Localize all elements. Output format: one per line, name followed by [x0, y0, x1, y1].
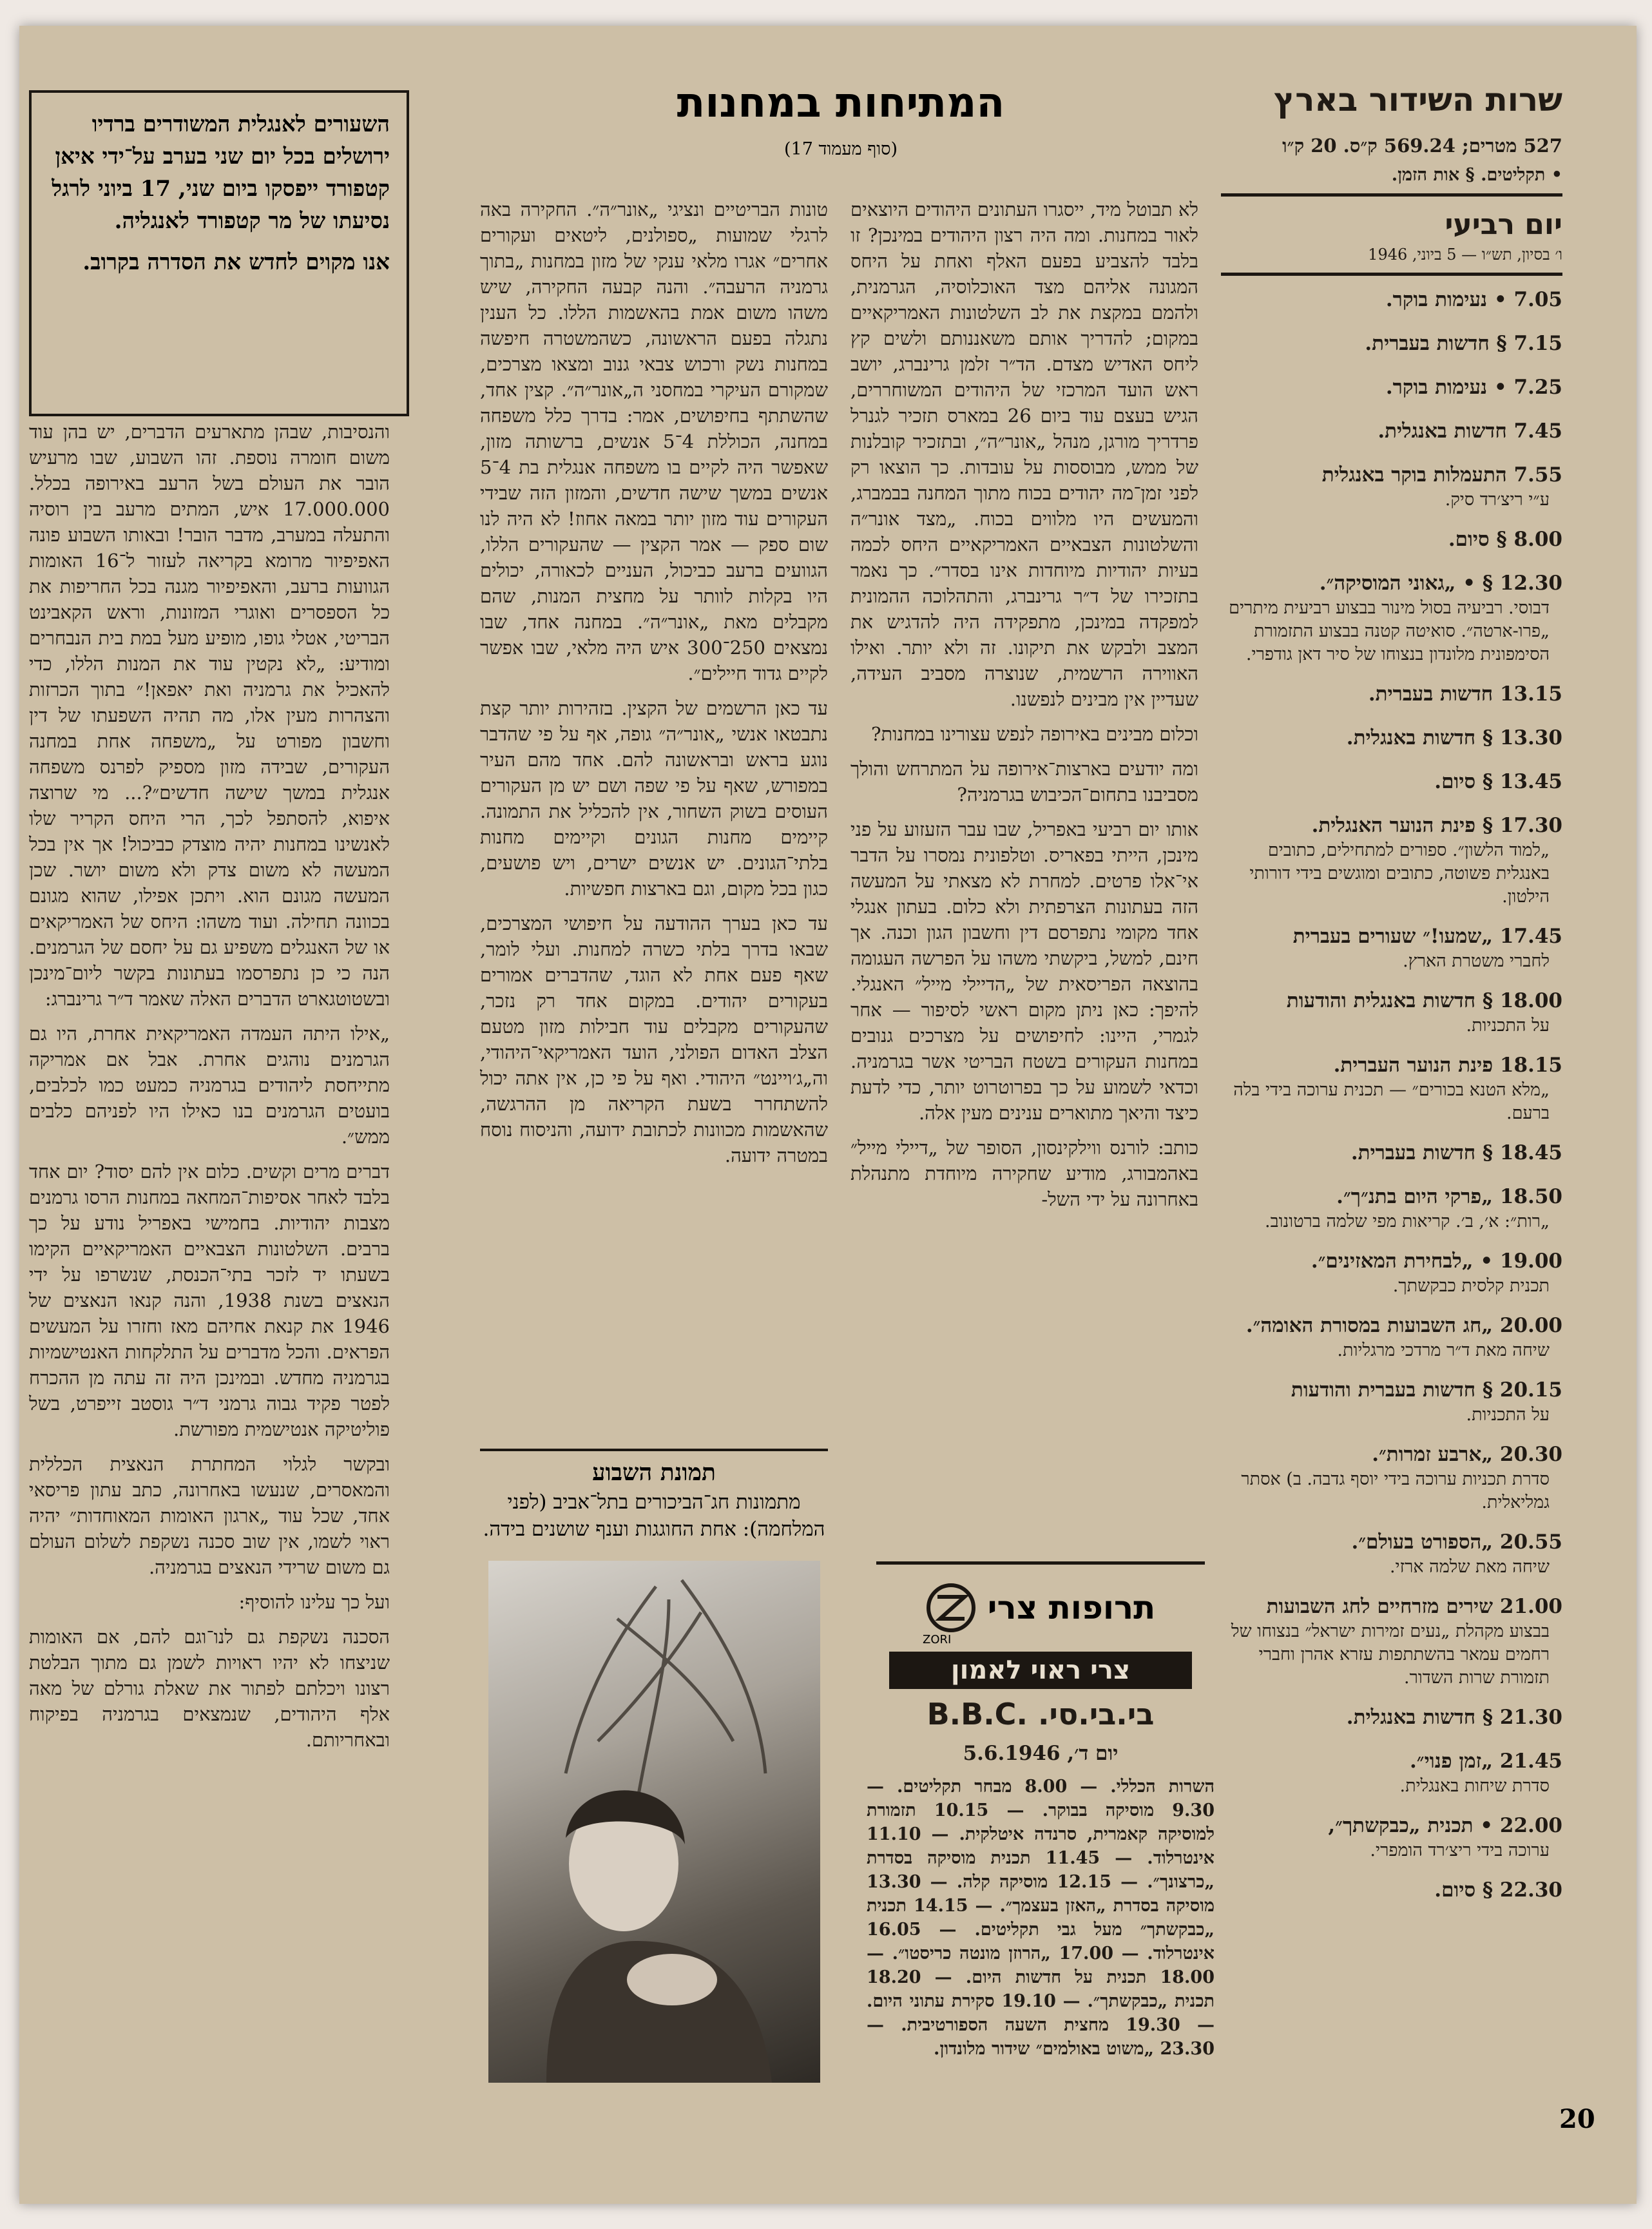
schedule-item-description: שיחה מאת ד״ר מרדכי מרגליות. [1337, 1340, 1550, 1360]
schedule-item-time-title: 18.15 פינת הנוער העברית. [1333, 1054, 1562, 1077]
notice-box [29, 90, 409, 416]
schedule-item [1221, 1183, 1562, 1233]
bbc-title: בי.בי.סי. .B.B.C [927, 1697, 1155, 1732]
schedule-item-time-title: 21.30 § חדשות באנגלית. [1346, 1706, 1562, 1729]
schedule-item-time-title: 8.00 § סיום. [1448, 528, 1562, 551]
schedule-item-time-title: 17.30 § פינת הנוער האנגלית. [1311, 814, 1562, 837]
schedule-item [1221, 286, 1562, 313]
schedule-item [1221, 374, 1562, 401]
day-date: ו׳ בסיון, תש״ו — 5 ביוני, 1946 [1368, 246, 1562, 264]
article-paragraph: טונות הבריטיים ונציגי „אונר״ה״. החקירה באה לרגלי שמועות „ספולנים, ליטאים ועקורים אחרים״ אגרו מלאי ענקי של מזון במחנות „בתוך גרמניה הרעבה״. והנה קבעה החקירה, שיש משהו משום אמת בהאשמות הללו. כל הענין נתגלה בפעם הראשונה, כשהמשטרה חיפשה במחנות נשק ורכוש צבאי גנוב ומצאו מצרכים, שמקורם העיקרי במחסני ה„אונר״ה״. קצין אחד, שהשתתף בחיפושים, אמר: בדרך כלל משפחה במחנה, הכוללת 4־5 אנשים, ברשותה מזון, שאפשר היה לקיים בו משפחה אנגלית בת 4־5 אנשים במשך שישה חדשים, והמזון הזה שבידי העקורים עוד מזון יותר במאה אחוז! לא היה לנו שום ספק — אמר הקצין — שהעקורים הללו, הגוועים ברעב כביכול, העניים לכאורה, יכולים היו בקלות לוותר על מחצית המנות, שהם מקבלים מאת „אונר״ה״. במחנה אחד, שבו נמצאים 250־300 איש היה מלאי, שבו אפשר לקיים גדוד חיילים״. [480, 198, 828, 684]
schedule-item-description: ערוכה בידי ריצ׳רד הומפרי. [1370, 1840, 1550, 1860]
article-paragraph: ועל כך עלינו להוסיף: [238, 1591, 390, 1613]
schedule-item-description: ע״י ריצ׳רד סיק. [1445, 490, 1550, 510]
schedule-item-time-title: 7.05 • נעימות בוקר. [1385, 288, 1562, 311]
schedule-item [1221, 923, 1562, 973]
schedule-item [1221, 1748, 1562, 1798]
schedule-item [1221, 1376, 1562, 1427]
schedule-item-time-title: 19.00 • „לבחירת המאזינים״. [1311, 1250, 1562, 1273]
schedule-item [1221, 1248, 1562, 1298]
schedule-item-time-title: 13.15 חדשות בעברית. [1368, 682, 1562, 706]
photo-title: תמונת השבוע [592, 1459, 716, 1486]
bbc-date: יום ד׳, 5.6.1946 [963, 1742, 1119, 1765]
schedule-item-time-title: 20.30 „ארבע זמרות״. [1372, 1443, 1562, 1466]
schedule-item [1221, 1441, 1562, 1514]
schedule-item-time-title: 18.00 § חדשות באנגלית והודעות [1286, 989, 1562, 1012]
ad-brand: תרופות צרי [987, 1589, 1156, 1626]
article-column-c [29, 419, 390, 2185]
schedule-item [1221, 1704, 1562, 1731]
schedule-item [1221, 418, 1562, 445]
schedule-item-description: „מלא הטנא בכורים״ — תכנית ערוכה בידי בלה ברעם. [1233, 1080, 1550, 1123]
schedule-item-description: סדרת תכניות ערוכה בידי יוסף גדבה. ב) אסתר גמליאלית. [1241, 1469, 1550, 1512]
schedule-list [1221, 286, 1562, 1904]
schedule-item-description: בבצוע מקהלת „נעים זמירות ישראל״ בנצוחו של רחמים עמאר בהשתתפות עזרא אהרן וחברי תזמורת שרות השדור. [1231, 1621, 1550, 1688]
divider [480, 1449, 828, 1451]
schedule-item-time-title: 7.55 התעמלות בוקר באנגלית [1321, 463, 1562, 487]
schedule-item [1221, 1593, 1562, 1690]
photo-section [480, 1443, 828, 2191]
page-number: 20 [1559, 2104, 1595, 2134]
ad-slogan-box [889, 1652, 1192, 1689]
schedule-item [1221, 461, 1562, 512]
schedule-item-description: שיחה מאת שלמה ארזי. [1389, 1557, 1550, 1577]
schedule-item [1221, 1812, 1562, 1862]
photo-illustration [488, 1561, 820, 2083]
continued-note: (סוף מעמוד 17) [783, 139, 898, 159]
broadcast-legend: • תקליטים. § אות הזמן. [1391, 165, 1562, 185]
article-column-a [850, 197, 1198, 1537]
schedule-item [1221, 680, 1562, 708]
schedule-item-time-title: 20.15 § חדשות בעברית והודעות [1291, 1378, 1562, 1402]
broadcast-title: שרות השידור בארץ [1274, 81, 1562, 119]
schedule-item-description: לחברי משטרת הארץ. [1403, 951, 1550, 971]
divider [1221, 273, 1562, 276]
article-paragraph: עד כאן הרשמים של הקצין. בזהירות יותר קצת נתבטאו אנשי „אונר״ה״ גופה, אף על פי שהדבר נוגע בראש ובראשונה להם. אחד מהם העיר במפורש, שאף על פי שפה ושם יש מן העקורים העוסים בשוק השחור, אין להכליל את התמונה. קיימים מחנות הגונים וקיימים מחנות בלתי־הגונים. יש אנשים ישרים, ויש פושעים, כגון בכל מקום, וגם בארצות חפשיות. [480, 697, 828, 900]
article-paragraph: דברים מרים וקשים. כלום אין להם יסוד? יום אחד בלבד לאחר אסיפות־המחאה במחנות הרסו גרמנים מצבות יהודיות. בחמישי באפריל נודע על כך ברבים. השלטונות הצבאיים האמריקאיים הקימו בשעתו יד לזכר בתי־הכנסת, שנשרפו על ידי הנאצים בשנת 1938, והנה קנאו הנאצים של 1946 את קנאת אחיהם מאז וחזרו על המעשים הפראים. והכל מדברים על התלקחות האנטישמיות בגרמניה מחדש. ובמינכן היה זה עתה מן ההכרח לפטר פקיד גבוה גרמני ד״ר גוסטב זייפרט, בשל פוליטיקה אנטישמית מפורשת. [29, 1161, 390, 1440]
schedule-item-time-title: 13.30 § חדשות באנגלית. [1346, 726, 1562, 749]
schedule-item [1221, 1139, 1562, 1166]
schedule-item [1221, 812, 1562, 909]
schedule-item [1221, 570, 1562, 666]
schedule-item-description: דבוסי. רביעיה בסול מינור בבצוע רביעית מיתרים „פרו-ארטה״. סואיטה קטנה בבצוע התזמורת הסימפונית מלונדון בנצוחו של סיר דאן גודפרי. [1229, 598, 1550, 664]
schedule-item-description: סדרת שיחות באנגלית. [1399, 1776, 1550, 1796]
schedule-item-description: על התכניות. [1466, 1016, 1550, 1036]
ad-logo-text: ZORI [923, 1633, 952, 1646]
newspaper-page [19, 26, 1637, 2204]
schedule-item-description: על התכניות. [1466, 1405, 1550, 1425]
schedule-item-time-title: 18.45 § חדשות בעברית. [1350, 1141, 1562, 1164]
bbc-text: השרות הכללי. — 8.00 מבחר תקליטים. — 9.30 מוסיקה בבוקר. — 10.15 תזמורת למוסיקה קאמרית, סרנדה איטלקית. — 11.10 אינטרלוד. — 11.45 תכנית מוסיקה בסדרת „כרצונך״. — 12.15 מוסיקה קלה. — 13.30 מוסיקה בסדרת „האזן בעצמך״. — 14.15 תכנית „כבקשתך״ מעל גבי תקליטים. — 16.05 אינטרלוד. — 17.00 „הרוזן מונטה כריסטו״. — 18.00 תכנית על חדשות היום. — 18.20 תכנית „כבקשתך״. — 19.10 סקירת עתוני היום. — 19.30 מחצית השעה הספורטיבית. — 23.30 „משוט באולמים״ שידור מלונדון. [867, 1777, 1215, 2059]
notice-text: השעורים לאנגלית המשודרים ברדיו ירושלים בכל יום שני בערב על־ידי איאן קטפורד ייפסקו ביום שני, 17 ביוני לרגל נסיעתו של מר קטפורד לאנגליה. [52, 111, 390, 234]
schedule-item-time-title: 7.25 • נעימות בוקר. [1385, 376, 1562, 399]
schedule-item-description: „רות״: א׳, ב׳. קריאות מפי שלמה ברטונוב. [1265, 1211, 1550, 1231]
schedule-item [1221, 724, 1562, 751]
schedule-item-time-title: 22.00 • תכנית „כבקשתך״, [1328, 1814, 1562, 1837]
schedule-item [1221, 1529, 1562, 1579]
article-header [477, 77, 1205, 168]
schedule-item-time-title: 18.50 „פרקי היום בתנ״ך״. [1336, 1185, 1562, 1208]
festival-photo [488, 1561, 820, 2083]
schedule-item-time-title: 13.45 § סיום. [1434, 770, 1562, 793]
schedule-item-time-title: 12.30 § • „גאוני המוסיקה״. [1319, 572, 1562, 595]
schedule-item [1221, 768, 1562, 795]
schedule-item [1221, 526, 1562, 553]
schedule-item-time-title: 7.15 § חדשות בעברית. [1365, 332, 1562, 355]
article-paragraph: וכלום מבינים באירופה לנפש עצורינו במחנות? [870, 723, 1198, 745]
schedule-item-time-title: 22.30 § סיום. [1434, 1878, 1562, 1902]
broadcast-meta: 527 מטרים; 569.24 ק״ס. 20 ק״ו [1282, 135, 1562, 157]
divider [876, 1561, 1205, 1565]
schedule-item [1221, 987, 1562, 1037]
photo-caption: מתמונות חג־הביכורים בתל־אביב (לפני המלחמה): אחת החוגגות וענף שושנים בידה. [483, 1491, 825, 1541]
schedule-item [1221, 1877, 1562, 1904]
bbc-section [867, 1695, 1215, 2185]
ad-brand-row [876, 1583, 1205, 1633]
divider [1221, 193, 1562, 197]
schedule-item [1221, 1312, 1562, 1362]
schedule-item-time-title: 7.45 חדשות באנגלית. [1378, 420, 1562, 443]
article-headline: המתיחות במחנות [677, 79, 1005, 127]
schedule-item-time-title: 17.45 „שמעו!״ שעורים בעברית [1292, 925, 1562, 948]
article-paragraph: הסכנה נשקפת גם לנו־וגם להם, אם האומות שניצחו לא יהיו ראויות לשמן גם מתוך הבלטת רצונו ויכלתם לפתור את שאלת גורלם של מאה אלף היהודים, שנמצאים בגרמניה בפיקוח ובאחריותם. [29, 1626, 390, 1751]
schedule-item-time-title: 20.00 „חג השבועות במסורת האומה״. [1245, 1314, 1562, 1337]
ad-section [876, 1556, 1205, 1685]
article-paragraph: עד כאן בערך ההודעה על חיפושי המצרכים, שבאו בדרך בלתי כשרה למחנות. ועלי לומר, שאף פעם אחת לא הוגד, שהדברים אמורים בעקורים יהודים. במקום אחד רק נזכר, שהעקורים מקבלים עוד חבילות מזון מטעם הצלב האדום הפולני, הועד האמריקאי־היהודי, וה„ג׳ויינט״ היהודי. ואף על פי כן, אין אתה יכול להשתחרר בשעת הקריאה מן ההרגשה, שהאשמות מכוונות לכתובת ידועה, והניסוח נוסח במטרה ידועה. [480, 912, 828, 1166]
article-paragraph: לא תבוטל מיד, ייסגרו העתונים היהודים היוצאים לאור במחנות. ומה היה רצון היהודים במינכן? זו בלבד להצביע בפעם האלף ואחת על היחס המגונה אליהם מצד האוכלוסיה, הגרמנית, ולהמם במקצת את לב השלטונות האמריקאיים במקום; להדריך אותם משאננותם ולשים קץ ליחס האדיש מצדם. הד״ר זלמן גרינברג, יושב ראש הועד המרכזי של היהודים המשוחררים, הגיש בעצם עוד ביום 26 במארס תזכיר לגנרל פרדריך מורגן, מנהל „אונר״ה״, ובתזכיר קובלנות של ממש, מבוססות על עובדות. כך הוצאו רק לפני זמן־מה יהודים בכוח מתוך המחנה בבמברג, והמעשים היו מלווים בכוח. „מצד אונר״ה והשלטונות הצבאיים האמריקאיים היחס לכמה בעיות יהודיות מיוחדות אינו בסדר״. כך נאמר בתזכירו של ד״ר גרינברג, והתהלוכה ההמונית למפקדה במינכן, מתפקידה היה להדגיש את המצב ולבקש את תיקונו. זה ולא יותר. ואילו האווירה הרשמית, שנוצרה מסביב העידה, שעדיין אין מבינים לנפשנו. [850, 198, 1198, 710]
article-paragraph: ובקשר לגלוי המחתרת הנאצית הכללית והמאסרים, שנעשו באחרונה, כתב עתון פריסאי אחד, שכל עוד „ארגון האומות המאוחדות״ יהיה ראוי לשמו, אין שוב סכנה נשקפת לשלום העולם גם משום שרידי הנאצים בגרמניה. [29, 1453, 390, 1578]
zori-logo-icon [926, 1583, 976, 1633]
day-title: יום רביעי [1445, 208, 1562, 241]
schedule-item [1221, 330, 1562, 357]
schedule-item-time-title: 20.55 „הספורט בעולם״. [1351, 1530, 1562, 1554]
schedule-item-time-title: 21.45 „זמן פנוי״. [1410, 1750, 1562, 1773]
schedule-item-description: „למוד הלשון״. ספורים למתחילים, כתובים באנגלית פשוטה, כתובים ומוגשים בידי דורותי הילטון. [1249, 840, 1550, 907]
broadcast-column [1221, 77, 1562, 2172]
notice-text-2: אנו מקוים לחדש את הסדרה בקרוב. [82, 249, 390, 275]
schedule-item-time-title: 21.00 שירים מזרחיים לחג השבועות [1266, 1595, 1562, 1618]
schedule-item-description: תכנית קלסית כבקשתך. [1392, 1276, 1550, 1296]
article-paragraph: אותו יום רביעי באפריל, שבו עבר הזעזוע על פני מינכן, הייתי בפאריס. וטלפונית נמסרו על הדבר אי־אלו פרטים. למחרת לא מצאתי על המעשה הזה בעתונות הצרפתית ולא כלום. בעתון אנגלי אחד מקומי נתפרסם דין וחשבון הגון וכנה. אך חינם, למשל, ביקשתי משהו על הפרשה העגומה בהוצאה הפריסאית של „הדיילי מייל״ האנגלי. להיפך: כאן ניתן מקום ראשי לסיפור — אחר לגמרי, היינו: לחיפושים על מצרכים גנובים במחנות העקורים בשטח הבריטי אשר בגרמניה. וכדאי לשמוע על כך בפרוטרוט יותר, כדי לדעת כיצד והיאך מתוארים ענינים מעין אלה. [850, 818, 1198, 1124]
article-column-b [480, 197, 828, 1434]
article-paragraph: והנסיבות, שבהן מתארעים הדברים, יש בהן עוד משום חומרה נוספת. זהו השבוע, שבו מרעיש הובר את העולם בשל הרעב באירופה בכלל. 17.000.000 איש, המתים מרעב בין רוסיה והתעלה במערב, מדבר הובר! ובאותו השבוע פונה האפיפיור מרומא בקריאה לעזור ל־16 האומות הגוועות ברעב, והאפיפיור מגנה בכל החריפות את כל הספסרים ואוגרי המזונות, וראש הקאבינט הבריטי, אטלי גופו, מופיע מעל במת בית הנבחרים ומודיע: „לא נקטין עוד את המנות הללו, כדי להאכיל את גרמניה ואת יאפאן!״ בתוך הכרזות והצהרות מעין אלו, מה תהיה השפעתו של דין וחשבון מפורט על „משפחה אחת במחנה העקורים, שבידה מזון מספיק לפרנס משפחה אנגלית במשך שישה חדשים״?... מי שרוצה איפוא, להסתפל לכך, הרי היחס הקריר שלו לאנשינו במחנות יהיה מוצדק כביכול! אך אין בכל המעשה לא משום צדק ולא משום יושר. שכן המעשה מגונם הוא. ויתכן אפילו, שהוא מגונם בכוונה תחילה. ועוד משהו: היחס של האמריקאים או של האנגלים משפיע גם על יחסם של הגרמנים. הנה כי כן נתפרסמו בעתונות בקשר ליום־מינכן ובשטוטגארט הדברים האלה שאמר ד״ר גרינברג: [29, 421, 390, 1010]
ad-slogan: צרי ראוי לאמון [950, 1655, 1131, 1685]
article-paragraph: כותב: לורנס ווילקינסון, הסופר של „דיילי מייל״ באהמבורג, מודיע שחקירה מיוחדת מתנהלת באחרונה על ידי השל- [850, 1137, 1198, 1210]
article-paragraph: ומה יודעים בארצות־אירופה על המתרחש והולך מסביבנו בתחום־הכיבוש בגרמניה? [850, 758, 1198, 806]
schedule-item [1221, 1052, 1562, 1125]
article-paragraph: „אילו היתה העמדה האמריקאית אחרת, היו גם הגרמנים נוהגים אחרת. אבל אם אמריקה מתייחסת ליהודים בגרמניה כמעט כמו לכלבים, בועטים הגרמנים בנו כאילו היו לפניהם כלבים ממש״. [29, 1023, 390, 1148]
